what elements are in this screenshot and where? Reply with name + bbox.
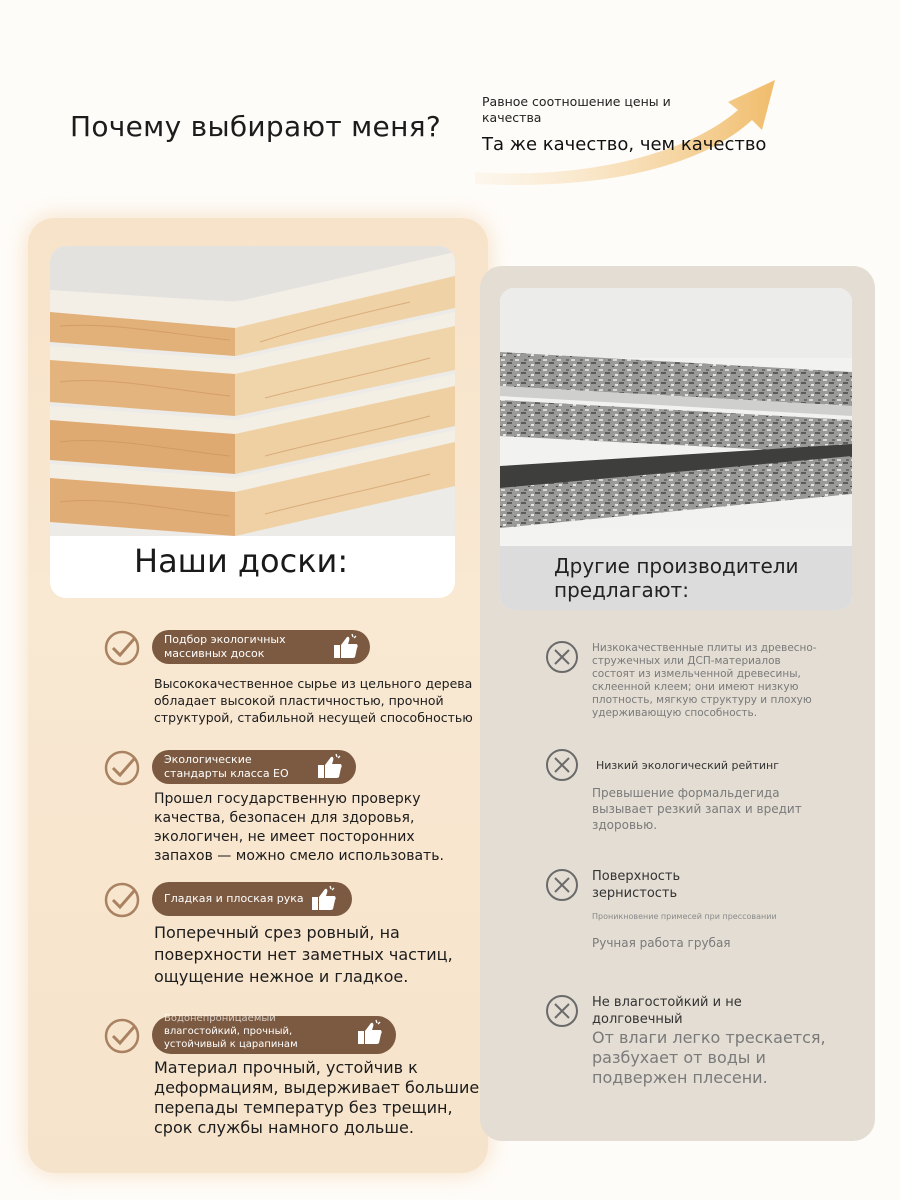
feature-description: Высококачественное сырье из цельного дерева обладает высокой пластичностью, прочной структурой, стабильной несущей способностью [154, 676, 473, 725]
feature-description: Прошел государственную проверку качества, безопасен для здоровья, экологичен, не имеет посторонних запахов — можно смело использовать. [154, 791, 444, 864]
feature-pill-label: Гладкая и плоская рука [164, 892, 304, 905]
drawback-heading: Низкий экологический рейтинг [596, 759, 779, 772]
tagline-main: Та же качество, чем качество [482, 134, 767, 155]
our-boards-photo-card [50, 246, 455, 598]
cross-icon [545, 640, 579, 674]
drawback-description: От влаги легко трескается, разбухает от воды и подвержен плесени. [592, 1028, 826, 1087]
feature-pill-top-label: Водонепроницаемый [164, 1012, 276, 1024]
rising-arrow-icon [470, 72, 790, 192]
other-boards-photo-card [500, 288, 852, 610]
feature-pill-label: влагостойкий, прочный, устойчивый к царапинам [164, 1025, 298, 1050]
thumbs-up-icon [330, 632, 360, 662]
tagline-small: Равное соотношение цены и качества [482, 94, 671, 125]
check-icon [104, 1018, 140, 1054]
cross-icon [545, 994, 579, 1028]
check-icon [104, 882, 140, 918]
thumbs-up-icon [314, 752, 344, 782]
check-icon [104, 750, 140, 786]
feature-pill-label: Подбор экологичных массивных досок [164, 633, 286, 660]
feature-description: Материал прочный, устойчив к деформациям, выдерживает большие перепады температур без трещин, срок службы намного дольше. [154, 1058, 480, 1137]
drawback-description: Низкокачественные плиты из древесно-стружечных или ДСП-материалов состоят из измельченной древесины, склеенной клеем; они имеют низкую плотность, мягкую структуру и плохую удерживающую способность. [592, 642, 817, 719]
page-title: Почему выбирают меня? [70, 110, 441, 143]
cross-icon [545, 748, 579, 782]
feature-description: Поперечный срез ровный, на поверхности нет заметных частиц, ощущение нежное и гладкое. [154, 923, 453, 986]
particle-board-image [500, 288, 852, 548]
drawback-description: Превышение формальдегида вызывает резкий запах и вредит здоровью. [592, 786, 802, 832]
thumbs-up-icon [354, 1018, 384, 1048]
cross-icon [545, 868, 579, 902]
solid-wood-boards-image [50, 246, 455, 536]
drawback-description: Ручная работа грубая [592, 936, 731, 950]
drawback-heading: Не влагостойкий и не долговечный [592, 995, 742, 1027]
drawback-heading: Поверхность зернистость [592, 869, 681, 901]
our-boards-title: Наши доски: [134, 542, 349, 580]
thumbs-up-icon [308, 884, 338, 914]
check-icon [104, 630, 140, 666]
feature-pill-label: Экологические стандарты класса ЕО [164, 753, 289, 780]
drawback-subnote: Проникновение примесей при прессовании [592, 912, 777, 921]
other-manufacturers-title: Другие производители предлагают: [554, 554, 799, 602]
